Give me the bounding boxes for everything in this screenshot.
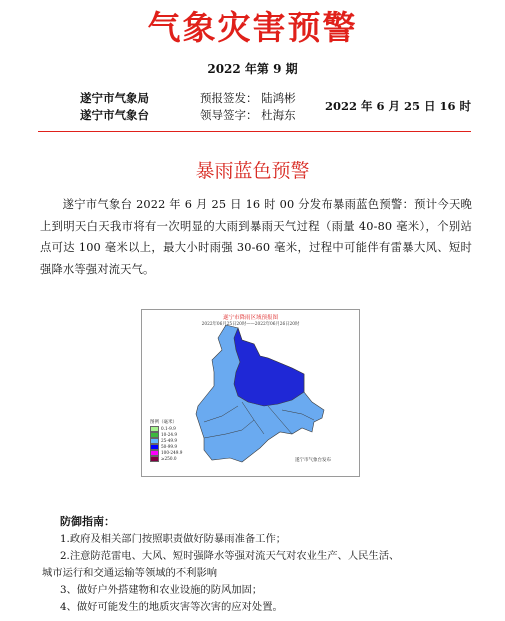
warning-title: 暴雨蓝色预警 <box>195 160 310 182</box>
guide-item-2: 2.注意防范雷电、大风、短时强降水等强对流天气对农业生产、人民生活、 <box>60 550 400 562</box>
guide-item-1: 1.政府及相关部门按照职责做好防暴雨准备工作； <box>60 533 287 545</box>
legend-item: ≥250.0 <box>150 456 177 462</box>
guide-item-3: 3、做好户外搭建物和农业设施的防风加固； <box>60 584 263 596</box>
guide-item-4: 4、做好可能发生的地质灾害等次害的应对处置。 <box>60 601 283 613</box>
header-divider <box>38 131 471 132</box>
legend-item: 25-49.9 <box>150 438 177 444</box>
map-title: 遂宁市降雨区域预报图 <box>222 315 278 321</box>
legend-item: 10-24.9 <box>150 432 177 438</box>
masthead-title: 气象灾害预警 <box>147 8 358 47</box>
legend-item: 0.1-9.9 <box>150 426 176 432</box>
issue-number: 2022 年第 9 期 <box>207 62 298 76</box>
legend-title: 图例（毫米） <box>150 420 177 425</box>
leader-signer: 领导签字： 杜海东 <box>200 108 296 122</box>
defense-guide-heading: 防御指南： <box>60 515 115 528</box>
rainfall-forecast-map <box>141 309 360 477</box>
issue-datetime: 2022 年 6 月 25 日 16 时 <box>325 99 472 113</box>
map-subtitle: 2022年06月25日20时——2022年06月26日20时 <box>201 322 300 327</box>
legend-item: 50-99.9 <box>150 444 177 450</box>
org-name-observatory: 遂宁市气象台 <box>80 108 149 122</box>
warning-paragraph: 遂宁市气象台 2022 年 6 月 25 日 16 时 00 分发布暴雨蓝色预警：预计今天晚上到明天白天我市将有一次明显的大雨到暴雨天气过程（雨量 40-80 毫米），个别站点可达 100 毫米以上，最大小时雨强 30-60 毫米，过程中可能伴有雷暴大风、短时强降水等强对流天气。 <box>40 198 472 276</box>
region-dark-blue <box>234 328 304 406</box>
legend-swatch <box>150 456 159 462</box>
warning-body <box>40 194 472 280</box>
guide-item-2-continued: 城市运行和交通运输等领域的不利影响 <box>42 567 218 579</box>
org-name-bureau: 遂宁市气象局 <box>80 91 149 105</box>
forecast-signer: 预报签发： 陆鸿彬 <box>200 91 296 105</box>
legend-item: 100-249.9 <box>150 450 182 456</box>
map-signature: 遂宁市气象台发布 <box>295 458 331 463</box>
